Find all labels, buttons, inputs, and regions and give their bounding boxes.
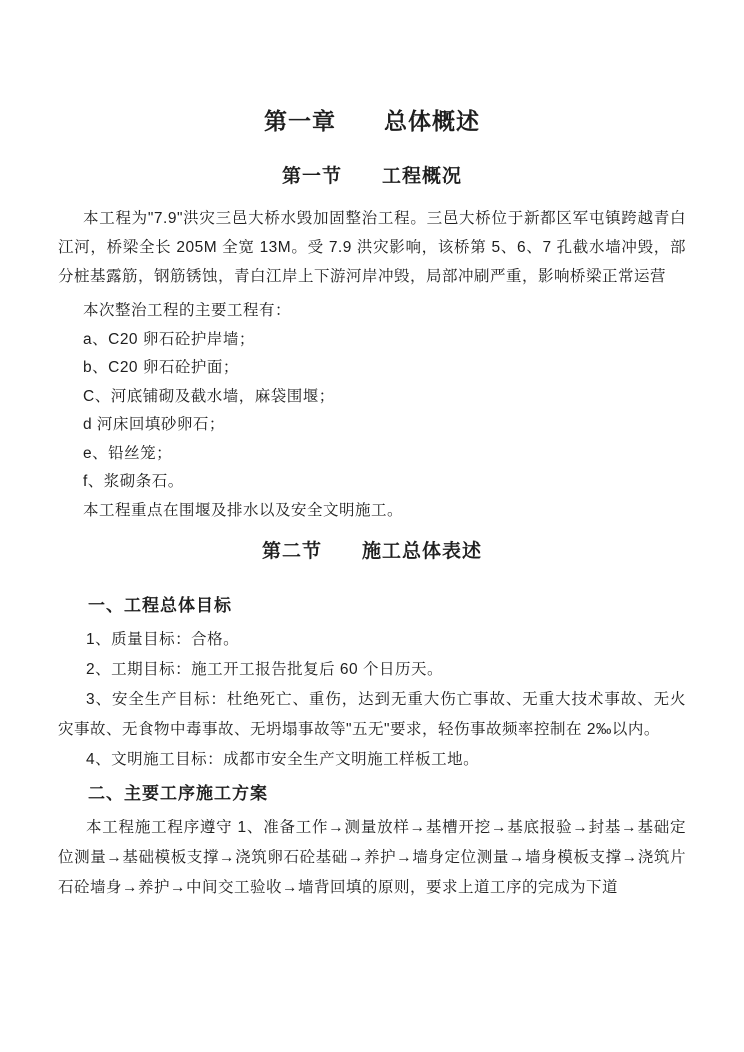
section1-title: 第一节 工程概况 xyxy=(281,166,462,187)
goal-item-4: 4、文明施工目标：成都市安全生产文明施工样板工地。 xyxy=(86,751,480,768)
work-item-e: e、铅丝笼； xyxy=(83,444,173,462)
chapter-title: 第一章 总体概述 xyxy=(264,108,480,134)
procedure-heading: 二、主要工序施工方案 xyxy=(88,784,268,803)
work-item-b: b、C20 卵石砼护面； xyxy=(83,359,239,376)
works-lead-paragraph: 本次整治工程的主要工程有： xyxy=(83,302,292,319)
goals-list xyxy=(58,625,686,775)
section2-title: 第二节 施工总体表述 xyxy=(261,541,482,562)
goal-item-1: 1、质量目标：合格。 xyxy=(86,631,240,648)
section1-emphasis-paragraph: 本工程重点在围堰及排水以及安全文明施工。 xyxy=(83,501,404,519)
procedure-paragraph: 本工程施工程序遵守 1、准备工作→测量放样→基槽开挖→基底报验→封基→基础定位测量→基础模板支撑→浇筑卵石砼基础→养护→墙身定位测量→墙身模板支撑→浇筑片石砼墙身→养护→中间交工验收→墙背回填的原则，要求上道工序的完成为下道 xyxy=(58,819,686,896)
work-item-d: d 河床回填砂卵石； xyxy=(83,416,225,433)
section1-intro-paragraph: 本工程为"7.9"洪灾三邑大桥水毁加固整治工程。三邑大桥位于新都区军屯镇跨越青白江河，桥梁全长 205M 全宽 13M。受 7.9 洪灾影响，该桥第 5、6、7 孔截水墙冲毁，部分桩基露筋，钢筋锈蚀，青白江岸上下游河岸冲毁，局部冲刷严重，影响桥梁正常运营 xyxy=(58,210,686,285)
goal-item-3: 3、安全生产目标：杜绝死亡、重伤，达到无重大伤亡事故、无重大技术事故、无火灾事故、无食物中毒事故、无坍塌事故等"五无"要求，轻伤事故频率控制在 2‰以内。 xyxy=(58,691,686,738)
work-item-c: C、河底铺砌及截水墙，麻袋围堰； xyxy=(83,387,335,405)
goals-heading: 一、工程总体目标 xyxy=(88,596,232,615)
work-item-f: f、浆砌条石。 xyxy=(83,473,184,490)
goal-item-2: 2、工期目标：施工开工报告批复后 60 个日历天。 xyxy=(86,661,443,678)
work-item-a: a、C20 卵石砼护岸墙； xyxy=(83,330,255,348)
